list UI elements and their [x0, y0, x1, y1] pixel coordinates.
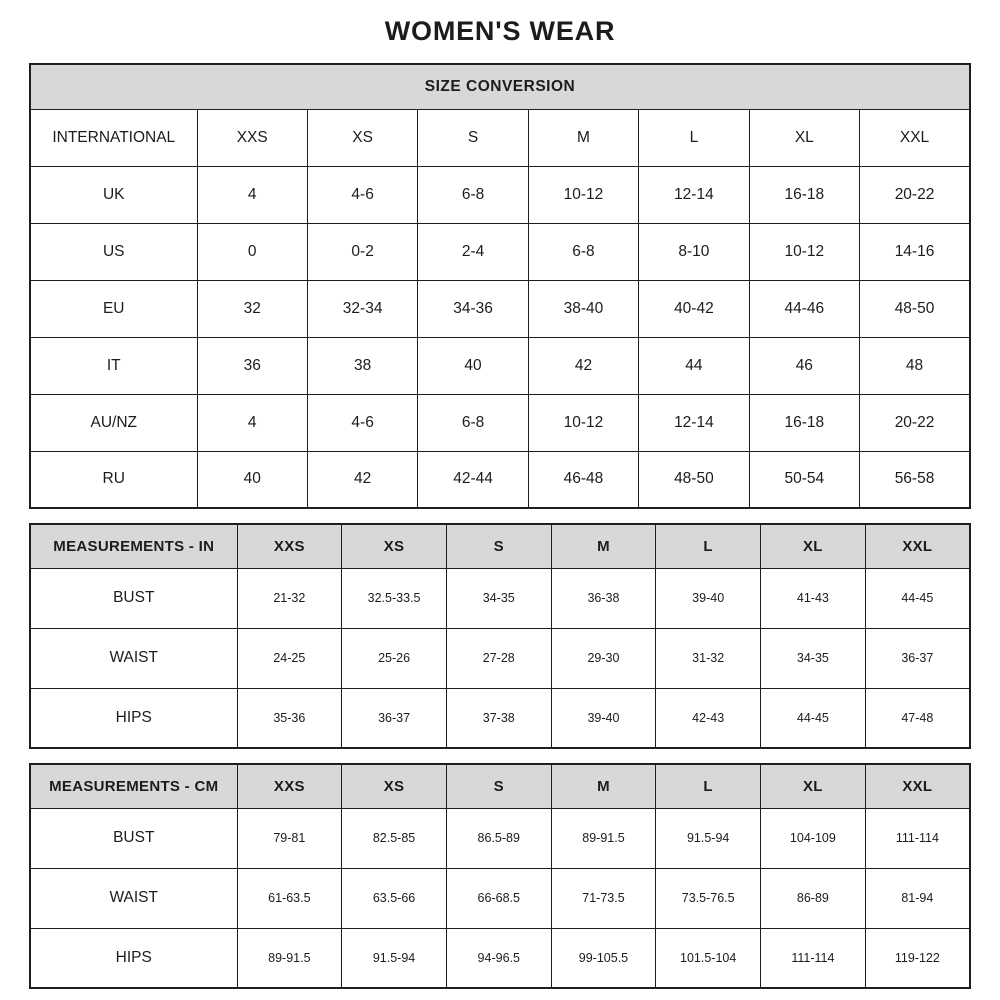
value-cell: 0: [197, 223, 307, 280]
value-cell: 0-2: [307, 223, 417, 280]
value-cell: 38-40: [528, 280, 638, 337]
value-cell: 46-48: [528, 451, 638, 508]
value-cell: 61-63.5: [237, 868, 342, 928]
value-cell: 36-37: [342, 688, 447, 748]
row-label: WAIST: [30, 628, 237, 688]
header-label: MEASUREMENTS - IN: [30, 524, 237, 568]
measurements-in-table: [29, 523, 971, 749]
value-cell: 14-16: [860, 223, 970, 280]
value-cell: 29-30: [551, 628, 656, 688]
value-cell: 44-45: [761, 688, 866, 748]
value-cell: 10-12: [528, 394, 638, 451]
size-column-header: L: [639, 109, 749, 166]
table-row: [30, 628, 970, 688]
size-column-header: XL: [761, 764, 866, 808]
value-cell: 46: [749, 337, 859, 394]
value-cell: 42: [307, 451, 417, 508]
value-cell: 36: [197, 337, 307, 394]
value-cell: 111-114: [865, 808, 970, 868]
value-cell: 42-43: [656, 688, 761, 748]
size-column-header: XL: [761, 524, 866, 568]
size-column-header: S: [418, 109, 528, 166]
value-cell: 20-22: [860, 394, 970, 451]
value-cell: 38: [307, 337, 417, 394]
banner-row: [30, 64, 970, 109]
size-column-header: XXL: [865, 764, 970, 808]
header-label: INTERNATIONAL: [30, 109, 197, 166]
size-column-header: XXS: [237, 764, 342, 808]
value-cell: 94-96.5: [446, 928, 551, 988]
value-cell: 89-91.5: [237, 928, 342, 988]
header-label: MEASUREMENTS - CM: [30, 764, 237, 808]
value-cell: 48-50: [639, 451, 749, 508]
header-row: [30, 764, 970, 808]
row-label: HIPS: [30, 928, 237, 988]
value-cell: 79-81: [237, 808, 342, 868]
value-cell: 63.5-66: [342, 868, 447, 928]
value-cell: 101.5-104: [656, 928, 761, 988]
table-row: [30, 280, 970, 337]
row-label: UK: [30, 166, 197, 223]
table-row: [30, 223, 970, 280]
value-cell: 34-35: [446, 568, 551, 628]
value-cell: 48-50: [860, 280, 970, 337]
size-column-header: M: [551, 524, 656, 568]
table-row: [30, 688, 970, 748]
value-cell: 16-18: [749, 166, 859, 223]
row-label: BUST: [30, 808, 237, 868]
row-label: RU: [30, 451, 197, 508]
row-label: AU/NZ: [30, 394, 197, 451]
value-cell: 91.5-94: [342, 928, 447, 988]
value-cell: 47-48: [865, 688, 970, 748]
value-cell: 2-4: [418, 223, 528, 280]
size-column-header: XS: [342, 764, 447, 808]
value-cell: 40: [418, 337, 528, 394]
row-label: US: [30, 223, 197, 280]
value-cell: 36-37: [865, 628, 970, 688]
table-row: [30, 337, 970, 394]
value-cell: 6-8: [418, 394, 528, 451]
value-cell: 104-109: [761, 808, 866, 868]
size-column-header: XS: [342, 524, 447, 568]
value-cell: 32.5-33.5: [342, 568, 447, 628]
value-cell: 6-8: [418, 166, 528, 223]
row-label: HIPS: [30, 688, 237, 748]
value-cell: 10-12: [528, 166, 638, 223]
page-title: WOMEN'S WEAR: [384, 16, 616, 46]
value-cell: 81-94: [865, 868, 970, 928]
size-conversion-table: [29, 63, 971, 509]
value-cell: 37-38: [446, 688, 551, 748]
value-cell: 71-73.5: [551, 868, 656, 928]
value-cell: 16-18: [749, 394, 859, 451]
value-cell: 56-58: [860, 451, 970, 508]
row-label: WAIST: [30, 868, 237, 928]
table-row: [30, 568, 970, 628]
value-cell: 32-34: [307, 280, 417, 337]
value-cell: 40-42: [639, 280, 749, 337]
value-cell: 86.5-89: [446, 808, 551, 868]
size-column-header: XXS: [197, 109, 307, 166]
table-row: [30, 808, 970, 868]
value-cell: 6-8: [528, 223, 638, 280]
value-cell: 99-105.5: [551, 928, 656, 988]
value-cell: 34-35: [761, 628, 866, 688]
row-label: IT: [30, 337, 197, 394]
value-cell: 73.5-76.5: [656, 868, 761, 928]
table-row: [30, 868, 970, 928]
value-cell: 34-36: [418, 280, 528, 337]
value-cell: 50-54: [749, 451, 859, 508]
value-cell: 36-38: [551, 568, 656, 628]
value-cell: 111-114: [761, 928, 866, 988]
value-cell: 89-91.5: [551, 808, 656, 868]
value-cell: 4-6: [307, 166, 417, 223]
value-cell: 86-89: [761, 868, 866, 928]
value-cell: 66-68.5: [446, 868, 551, 928]
size-column-header: S: [446, 764, 551, 808]
row-label: EU: [30, 280, 197, 337]
value-cell: 42-44: [418, 451, 528, 508]
value-cell: 42: [528, 337, 638, 394]
value-cell: 48: [860, 337, 970, 394]
size-column-header: XXS: [237, 524, 342, 568]
value-cell: 44-46: [749, 280, 859, 337]
measurements-cm-table: [29, 763, 971, 989]
value-cell: 31-32: [656, 628, 761, 688]
value-cell: 119-122: [865, 928, 970, 988]
value-cell: 35-36: [237, 688, 342, 748]
value-cell: 32: [197, 280, 307, 337]
size-column-header: M: [551, 764, 656, 808]
value-cell: 91.5-94: [656, 808, 761, 868]
size-column-header: L: [656, 524, 761, 568]
size-column-header: XXL: [865, 524, 970, 568]
value-cell: 21-32: [237, 568, 342, 628]
value-cell: 24-25: [237, 628, 342, 688]
value-cell: 10-12: [749, 223, 859, 280]
value-cell: 41-43: [761, 568, 866, 628]
value-cell: 44: [639, 337, 749, 394]
value-cell: 4: [197, 166, 307, 223]
value-cell: 40: [197, 451, 307, 508]
size-column-header: XS: [307, 109, 417, 166]
header-row: [30, 109, 970, 166]
table-row: [30, 166, 970, 223]
value-cell: 25-26: [342, 628, 447, 688]
row-label: BUST: [30, 568, 237, 628]
value-cell: 82.5-85: [342, 808, 447, 868]
value-cell: 12-14: [639, 394, 749, 451]
size-column-header: L: [656, 764, 761, 808]
value-cell: 4: [197, 394, 307, 451]
size-column-header: XL: [749, 109, 859, 166]
size-column-header: M: [528, 109, 638, 166]
value-cell: 20-22: [860, 166, 970, 223]
value-cell: 8-10: [639, 223, 749, 280]
size-column-header: XXL: [860, 109, 970, 166]
value-cell: 39-40: [551, 688, 656, 748]
table-banner-title: SIZE CONVERSION: [30, 64, 970, 109]
size-column-header: S: [446, 524, 551, 568]
value-cell: 12-14: [639, 166, 749, 223]
header-row: [30, 524, 970, 568]
table-row: [30, 928, 970, 988]
table-row: [30, 394, 970, 451]
value-cell: 27-28: [446, 628, 551, 688]
table-row: [30, 451, 970, 508]
value-cell: 4-6: [307, 394, 417, 451]
value-cell: 39-40: [656, 568, 761, 628]
value-cell: 44-45: [865, 568, 970, 628]
